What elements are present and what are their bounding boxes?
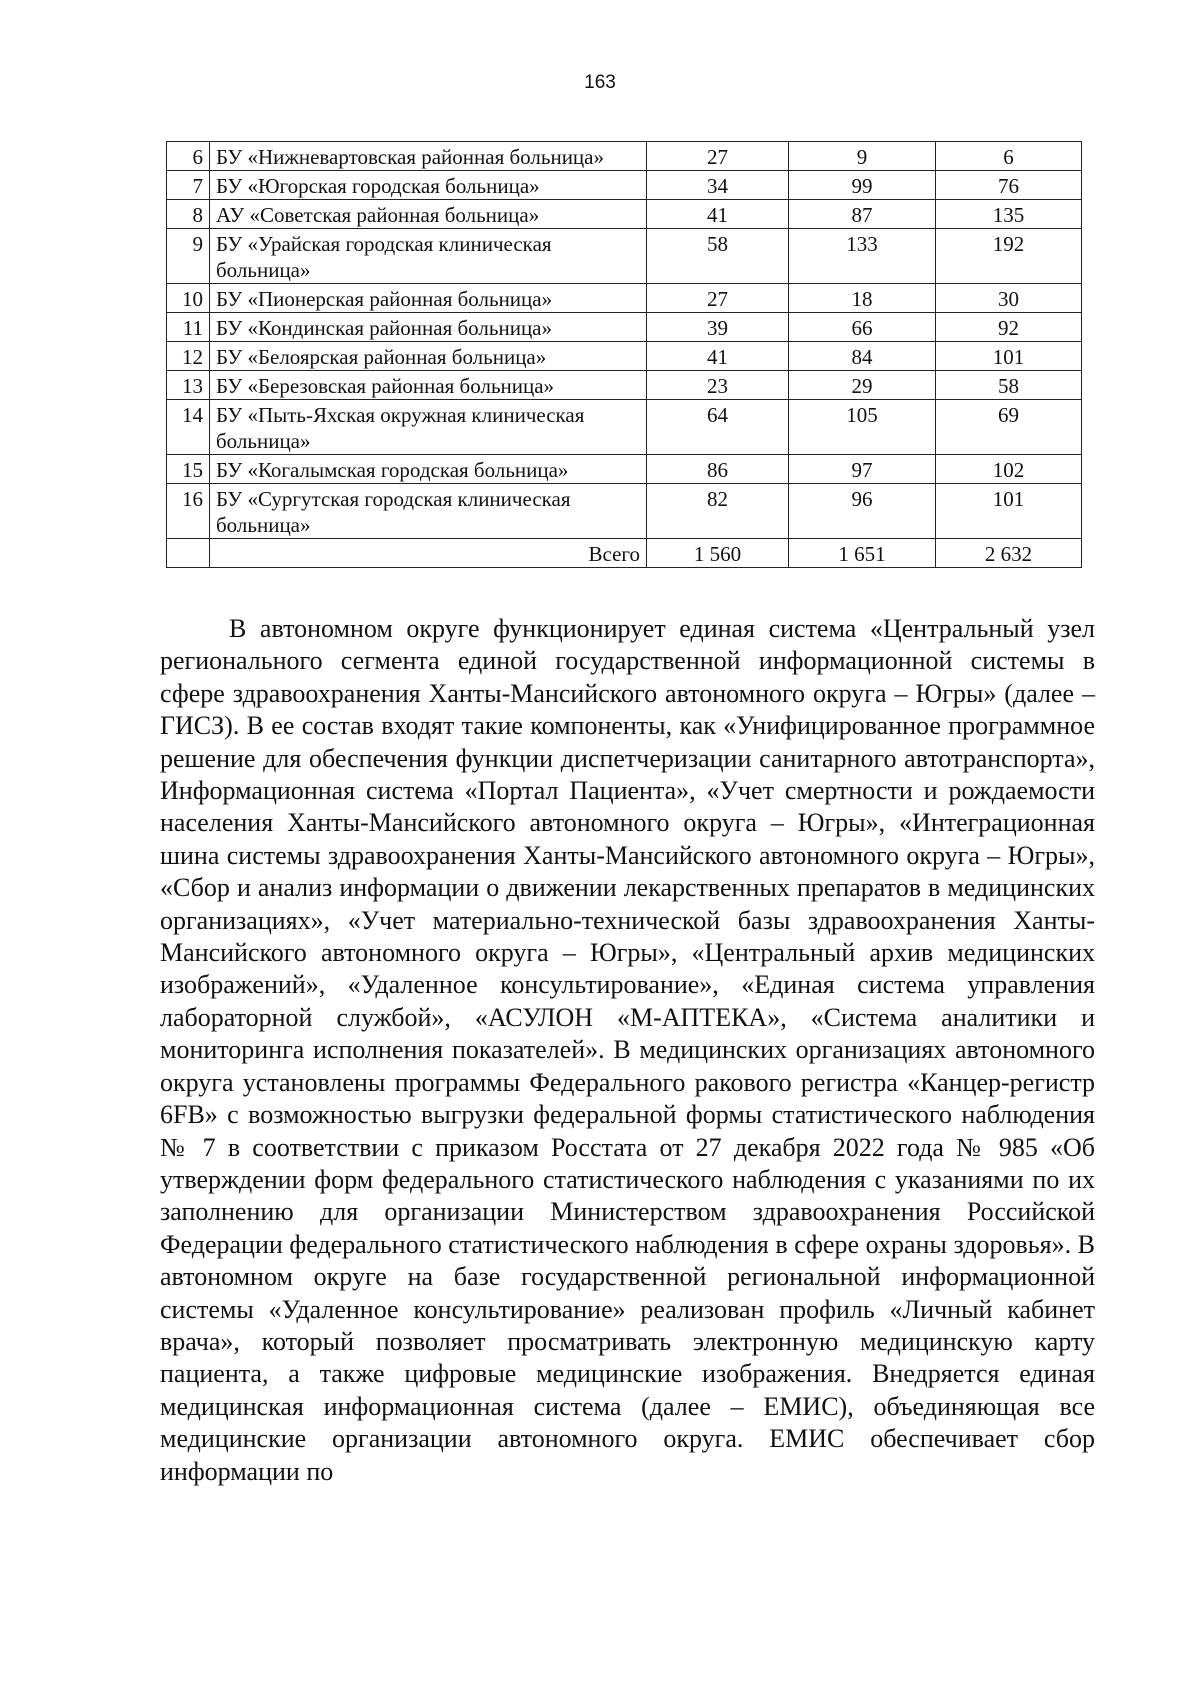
table-row: [167, 284, 1082, 313]
institution-name: БУ «Березовская районная больница»: [210, 371, 647, 400]
table-row: [167, 484, 1082, 539]
table-row: [167, 200, 1082, 229]
row-number: 14: [167, 400, 210, 455]
value-col-2: 84: [789, 342, 936, 371]
value-col-2: 96: [789, 484, 936, 539]
value-col-3: 102: [936, 455, 1082, 484]
institution-name: БУ «Нижневартовская районная больница»: [210, 142, 647, 171]
institution-name: АУ «Советская районная больница»: [210, 200, 647, 229]
total-col-2: 1 651: [789, 539, 936, 568]
value-col-1: 82: [647, 484, 789, 539]
row-number: 11: [167, 313, 210, 342]
value-col-2: 18: [789, 284, 936, 313]
row-number: 8: [167, 200, 210, 229]
table-row: [167, 229, 1082, 284]
value-col-3: 58: [936, 371, 1082, 400]
value-col-2: 87: [789, 200, 936, 229]
value-col-2: 29: [789, 371, 936, 400]
value-col-3: 135: [936, 200, 1082, 229]
value-col-3: 76: [936, 171, 1082, 200]
row-number: 13: [167, 371, 210, 400]
row-number: 9: [167, 229, 210, 284]
value-col-1: 39: [647, 313, 789, 342]
row-number: 10: [167, 284, 210, 313]
institution-name: БУ «Когалымская городская больница»: [210, 455, 647, 484]
hospitals-table: [166, 141, 1082, 568]
value-col-1: 41: [647, 342, 789, 371]
value-col-1: 34: [647, 171, 789, 200]
row-number: 7: [167, 171, 210, 200]
institution-name: БУ «Кондинская районная больница»: [210, 313, 647, 342]
value-col-3: 92: [936, 313, 1082, 342]
page-number: 163: [584, 72, 616, 93]
institution-name: БУ «Пионерская районная больница»: [210, 284, 647, 313]
value-col-1: 64: [647, 400, 789, 455]
body-paragraph: В автономном округе функционирует единая система «Центральный узел регионального сегмента единой государственной информационной системы в сфере здравоохранения Ханты-Мансийского автономного округа – Югры» (далее – ГИСЗ). В ее состав входят такие компоненты, как «Унифицированное программное решение для обеспечения функции диспетчеризации санитарного автотранспорта», Информационная система «Портал Пациента», «Учет смертности и рождаемости населения Ханты-Мансийского автономного округа – Югры», «Интеграционная шина системы здравоохранения Ханты-Мансийского автономного округа – Югры», «Сбор и анализ информации о движении лекарственных препаратов в медицинских организациях», «Учет материально-технической базы здравоохранения Ханты-Мансийского автономного округа – Югры», «Центральный архив медицинских изображений», «Удаленное консультирование», «Единая система управления лабораторной службой», «АСУЛОН «М-АПТЕКА», «Система аналитики и мониторинга исполнения показателей». В медицинских организациях автономного округа установлены программы Федерального ракового регистра «Канцер-регистр 6FB» с возможностью выгрузки федеральной формы статистического наблюдения № 7 в соответствии с приказом Росстата от 27 декабря 2022 года № 985 «Об утверждении форм федерального статистического наблюдения с указаниями по их заполнению для организации Министерством здравоохранения Российской Федерации федерального статистического наблюдения в сфере охраны здоровья». В автономном округе на базе государственной региональной информационной системы «Удаленное консультирование» реализован профиль «Личный кабинет врача», который позволяет просматривать электронную медицинскую карту пациента, а также цифровые медицинские изображения. Внедряется единая медицинская информационная система (далее – ЕМИС), объединяющая все медицинские организации автономного округа. ЕМИС обеспечивает сбор информации по: [160, 614, 1095, 1486]
value-col-3: 192: [936, 229, 1082, 284]
value-col-3: 30: [936, 284, 1082, 313]
value-col-2: 9: [789, 142, 936, 171]
value-col-1: 27: [647, 284, 789, 313]
value-col-3: 69: [936, 400, 1082, 455]
value-col-1: 86: [647, 455, 789, 484]
total-label: Всего: [210, 539, 647, 568]
value-col-1: 58: [647, 229, 789, 284]
institution-name: БУ «Югорская городская больница»: [210, 171, 647, 200]
table-total-row: [167, 539, 1082, 568]
row-number: 12: [167, 342, 210, 371]
value-col-1: 23: [647, 371, 789, 400]
value-col-2: 99: [789, 171, 936, 200]
value-col-3: 101: [936, 342, 1082, 371]
value-col-1: 41: [647, 200, 789, 229]
value-col-2: 97: [789, 455, 936, 484]
institution-name: БУ «Белоярская районная больница»: [210, 342, 647, 371]
table-row: [167, 171, 1082, 200]
table-row: [167, 371, 1082, 400]
total-col-3: 2 632: [936, 539, 1082, 568]
table-row: [167, 313, 1082, 342]
institution-name: БУ «Урайская городская клиническая больница»: [210, 229, 647, 284]
table-row: [167, 342, 1082, 371]
total-empty-cell: [167, 539, 210, 568]
row-number: 6: [167, 142, 210, 171]
value-col-2: 133: [789, 229, 936, 284]
value-col-3: 101: [936, 484, 1082, 539]
table-row: [167, 142, 1082, 171]
total-col-1: 1 560: [647, 539, 789, 568]
table-row: [167, 455, 1082, 484]
value-col-2: 105: [789, 400, 936, 455]
institution-name: БУ «Сургутская городская клиническая больница»: [210, 484, 647, 539]
row-number: 16: [167, 484, 210, 539]
value-col-3: 6: [936, 142, 1082, 171]
table-row: [167, 400, 1082, 455]
row-number: 15: [167, 455, 210, 484]
value-col-1: 27: [647, 142, 789, 171]
institution-name: БУ «Пыть-Яхская окружная клиническая больница»: [210, 400, 647, 455]
value-col-2: 66: [789, 313, 936, 342]
